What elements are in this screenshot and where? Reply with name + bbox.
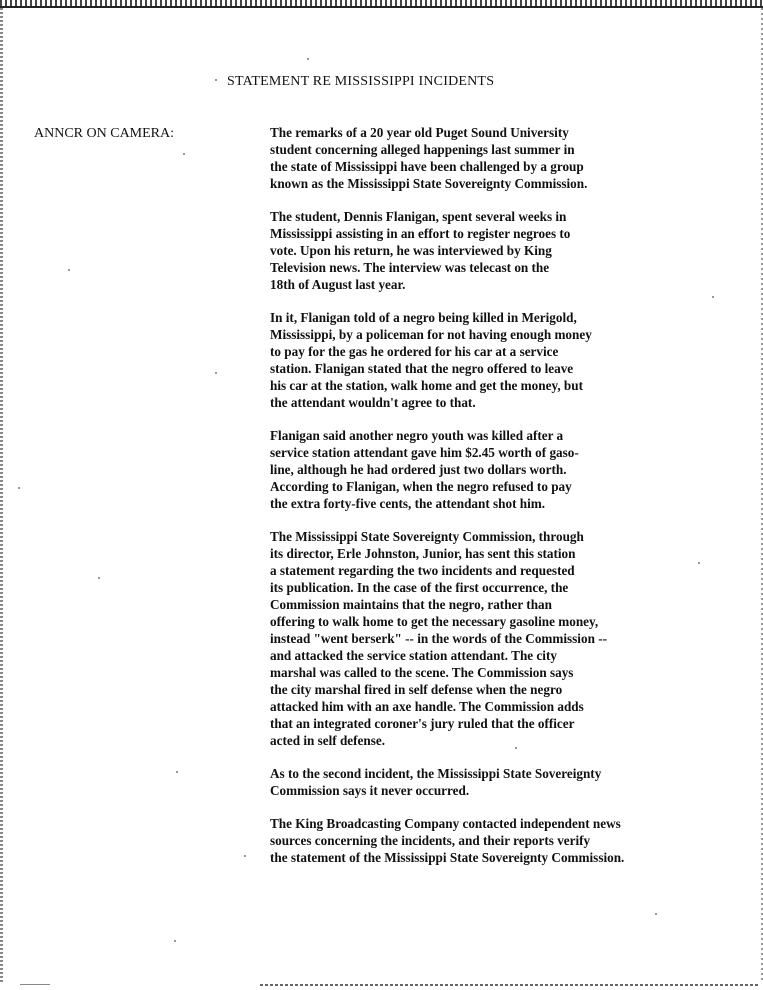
scan-speck — [307, 58, 309, 60]
paragraph-1: The remarks of a 20 year old Puget Sound University student concerning alleged happenings last summer in the state of Mississippi have been challenged by a group known as the Mississippi State Sovereignty Commission. — [270, 125, 588, 191]
document-title: STATEMENT RE MISSISSIPPI INCIDENTS — [227, 74, 495, 89]
scan-speck — [215, 79, 217, 81]
paragraph-3: In it, Flanigan told of a negro being killed in Merigold, Mississippi, by a policeman for not having enough money to pay for the gas he ordered for his car at a service station. Flanigan stated that the negro offered to leave his car at the station, walk home and get the money, but the attendant wouldn't agree to that. — [270, 310, 592, 410]
paragraph-4: Flanigan said another negro youth was killed after a service station attendant gave him $2.45 worth of gaso- line, although he had ordered just two dollars worth. According to Flanigan, when the negro refused to pay the extra forty-five cents, the attendant shot him. — [270, 428, 579, 511]
scan-speck — [68, 269, 70, 271]
scan-speck — [655, 913, 657, 915]
paragraph-6: As to the second incident, the Mississippi State Sovereignty Commission says it never occurred. — [270, 766, 602, 798]
scan-speck — [712, 296, 714, 298]
left-scan-edge — [0, 8, 3, 983]
scan-speck — [174, 940, 176, 942]
bottom-scan-mark — [20, 984, 50, 985]
top-scan-border — [0, 0, 763, 8]
speaker-cue: ANNCR ON CAMERA: — [34, 126, 175, 141]
paragraph-7: The King Broadcasting Company contacted independent news sources concerning the incidents, and their reports verify the statement of the Mississippi State Sovereignty Commission. — [270, 816, 625, 865]
bottom-scan-border — [260, 984, 760, 986]
script-body — [270, 124, 755, 882]
scan-speck — [215, 372, 217, 374]
scan-speck — [698, 562, 700, 564]
paragraph-5: The Mississippi State Sovereignty Commission, through its director, Erle Johnston, Junior, has sent this station a statement regarding the two incidents and requested its publication. In the case of the first occurrence, the Commission maintains that the negro, rather than offering to walk home to get the necessary gasoline money, instead "went berserk" -- in the words of the Commission -- and attacked the service station attendant. The city marshal was called to the scene. The Commission says the city marshal fired in self defense when the negro attacked him with an axe handle. The Commission adds that an integrated coroner's jury ruled that the officer acted in self defense. — [270, 529, 607, 748]
scan-speck — [98, 577, 100, 579]
scan-speck — [176, 771, 178, 773]
scan-speck — [515, 747, 517, 749]
scan-speck — [244, 855, 246, 857]
scan-speck — [18, 487, 20, 489]
paragraph-2: The student, Dennis Flanigan, spent several weeks in Mississippi assisting in an effort to register negroes to vote. Upon his return, he was interviewed by King Television news. The interview was telecast on the 18th of August last year. — [270, 209, 571, 292]
scan-speck — [183, 153, 185, 155]
